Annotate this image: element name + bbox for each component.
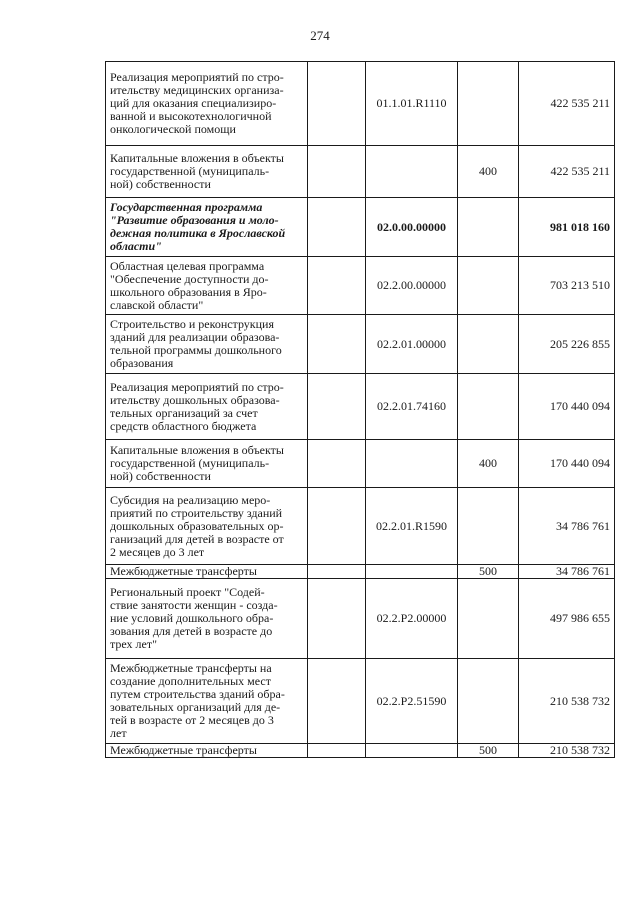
table-row (106, 744, 615, 758)
row-name-cell: Региональный проект "Содей- ствие занятости женщин - созда- ние условий дошкольного обра- зования для детей в возрасте до трех лет" (106, 579, 308, 659)
row-kind-cell (458, 198, 519, 257)
row-code-cell: 02.2.P2.51590 (366, 659, 458, 744)
row-amount-cell: 170 440 094 (519, 440, 615, 488)
row-kind-cell (458, 579, 519, 659)
row-name-cell: Субсидия на реализацию меро- приятий по строительству зданий дошкольных образовательных ор- ганизаций для детей в возрасте от 2 месяцев до 3 лет (106, 488, 308, 565)
table-row (106, 579, 615, 659)
table-row (106, 488, 615, 565)
table-row (106, 62, 615, 146)
row-empty-cell (308, 257, 366, 315)
row-name-cell: Реализация мероприятий по стро- ительству дошкольных образова- тельных организаций за счет средств областного бюджета (106, 374, 308, 440)
row-empty-cell (308, 488, 366, 565)
row-amount-cell: 205 226 855 (519, 315, 615, 374)
row-kind-cell: 500 (458, 565, 519, 579)
table-row (106, 659, 615, 744)
row-empty-cell (308, 374, 366, 440)
row-code-cell (366, 565, 458, 579)
row-code-cell (366, 146, 458, 198)
row-code-cell: 02.0.00.00000 (366, 198, 458, 257)
row-kind-cell: 500 (458, 744, 519, 758)
row-amount-cell: 34 786 761 (519, 565, 615, 579)
row-kind-cell: 400 (458, 440, 519, 488)
row-name-cell: Межбюджетные трансферты на создание дополнительных мест путем строительства зданий обра- зовательных организаций для де- тей в возрасте от 2 месяцев до 3 лет (106, 659, 308, 744)
row-amount-cell: 422 535 211 (519, 146, 615, 198)
row-code-cell: 02.2.P2.00000 (366, 579, 458, 659)
row-kind-cell (458, 374, 519, 440)
table-row (106, 440, 615, 488)
row-name-cell: Реализация мероприятий по стро- ительству медицинских организа- ций для оказания специализиро- ванной и высокотехнологичной онкологической помощи (106, 62, 308, 146)
row-code-cell: 02.2.00.00000 (366, 257, 458, 315)
row-amount-cell: 703 213 510 (519, 257, 615, 315)
row-kind-cell (458, 62, 519, 146)
row-code-cell: 01.1.01.R1110 (366, 62, 458, 146)
row-amount-cell: 422 535 211 (519, 62, 615, 146)
row-name-cell: Капитальные вложения в объекты государственной (муниципаль- ной) собственности (106, 146, 308, 198)
row-amount-cell: 497 986 655 (519, 579, 615, 659)
row-amount-cell: 170 440 094 (519, 374, 615, 440)
row-code-cell: 02.2.01.R1590 (366, 488, 458, 565)
table-row (106, 257, 615, 315)
row-empty-cell (308, 440, 366, 488)
row-kind-cell: 400 (458, 146, 519, 198)
table-row (106, 374, 615, 440)
row-kind-cell (458, 488, 519, 565)
row-empty-cell (308, 315, 366, 374)
row-kind-cell (458, 315, 519, 374)
row-amount-cell: 210 538 732 (519, 744, 615, 758)
table-row (106, 198, 615, 257)
row-name-cell: Строительство и реконструкция зданий для реализации образова- тельной программы дошкольного образования (106, 315, 308, 374)
row-empty-cell (308, 62, 366, 146)
row-empty-cell (308, 198, 366, 257)
row-code-cell (366, 744, 458, 758)
row-code-cell (366, 440, 458, 488)
page-number: 274 (310, 28, 330, 43)
table-row (106, 315, 615, 374)
row-code-cell: 02.2.01.00000 (366, 315, 458, 374)
row-name-cell: Областная целевая программа "Обеспечение доступности до- школьного образования в Яро- славской области" (106, 257, 308, 315)
row-empty-cell (308, 579, 366, 659)
row-name-cell: Государственная программа "Развитие образования и моло- дежная политика в Ярославской области" (106, 198, 308, 257)
row-kind-cell (458, 659, 519, 744)
budget-table (105, 61, 615, 758)
row-empty-cell (308, 565, 366, 579)
row-empty-cell (308, 659, 366, 744)
row-name-cell: Капитальные вложения в объекты государственной (муниципаль- ной) собственности (106, 440, 308, 488)
row-code-cell: 02.2.01.74160 (366, 374, 458, 440)
row-amount-cell: 34 786 761 (519, 488, 615, 565)
row-kind-cell (458, 257, 519, 315)
row-empty-cell (308, 744, 366, 758)
table-row (106, 565, 615, 579)
row-amount-cell: 981 018 160 (519, 198, 615, 257)
table-row (106, 146, 615, 198)
row-empty-cell (308, 146, 366, 198)
row-amount-cell: 210 538 732 (519, 659, 615, 744)
row-name-cell: Межбюджетные трансферты (106, 744, 308, 758)
row-name-cell: Межбюджетные трансферты (106, 565, 308, 579)
